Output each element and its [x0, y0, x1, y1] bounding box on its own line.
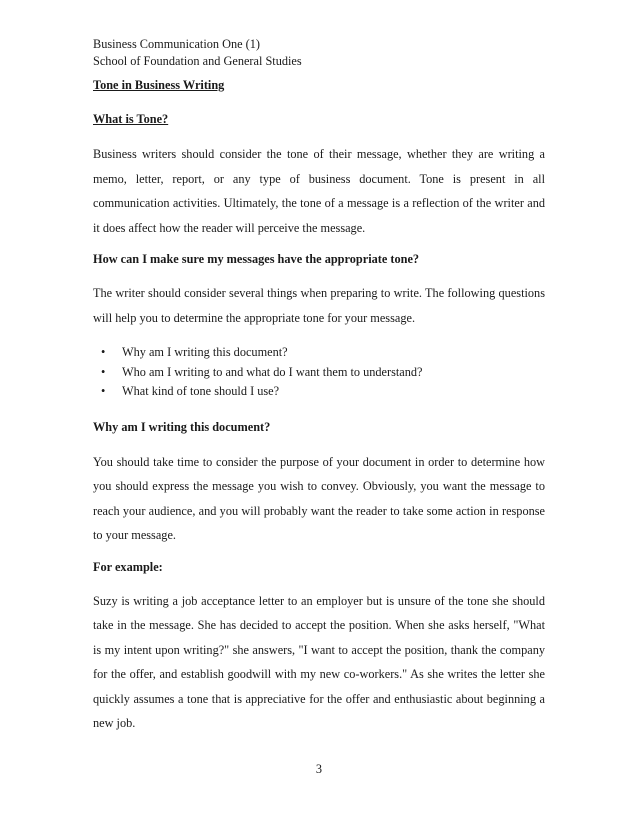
page-number: 3 — [315, 762, 323, 776]
bullet-icon: • — [101, 384, 106, 398]
paragraph-why-writing: You should take time to consider the purpose of your document in order to determine how you should express the message you wish to convey. Obviously, you want the message to reach your audience, and you will probably want the reader to take some action in response to your message. — [93, 454, 545, 542]
bullet-icon: • — [101, 364, 106, 379]
heading-appropriate-tone: How can I make sure my messages have the appropriate tone? — [93, 252, 420, 266]
heading-for-example: For example: — [93, 559, 163, 574]
paragraph-what-is-tone: Business writers should consider the tone of their message, whether they are writing a memo, letter, report, or any type of business document. Tone is present in all communication activities. Ultimately, the tone of a message is a reflection of the writer and it does affect how the reader will perceive the message. — [93, 147, 545, 235]
list-item-text: Why am I writing this document? — [122, 345, 288, 359]
list-item — [93, 343, 545, 363]
list-item — [93, 382, 545, 402]
question-list — [93, 343, 545, 402]
header-course: Business Communication One (1) — [93, 37, 261, 51]
paragraph-appropriate-tone: The writer should consider several things when preparing to write. The following questions will help you to determine the appropriate tone for your message. — [93, 286, 545, 325]
list-item — [93, 363, 545, 383]
bullet-icon: • — [101, 345, 106, 359]
header-school: School of Foundation and General Studies — [93, 54, 302, 68]
paragraph-example: Suzy is writing a job acceptance letter to an employer but is unsure of the tone she should take in the message. She has decided to accept the position. When she asks herself, "What is my intent upon writing?" she answers, "I want to accept the position, thank the company for the offer, and establish goodwill with my new co-workers." As she writes the letter she quickly assumes a tone that is appreciative for the offer and enthusiastic about beginning a new job. — [93, 593, 545, 730]
document-title: Tone in Business Writing — [93, 78, 225, 92]
list-item-text: What kind of tone should I use? — [122, 384, 280, 398]
heading-why-writing: Why am I writing this document? — [93, 419, 271, 434]
heading-what-is-tone: What is Tone? — [93, 112, 169, 126]
document-page — [93, 36, 545, 736]
list-item-text: Who am I writing to and what do I want them to understand? — [122, 364, 423, 379]
